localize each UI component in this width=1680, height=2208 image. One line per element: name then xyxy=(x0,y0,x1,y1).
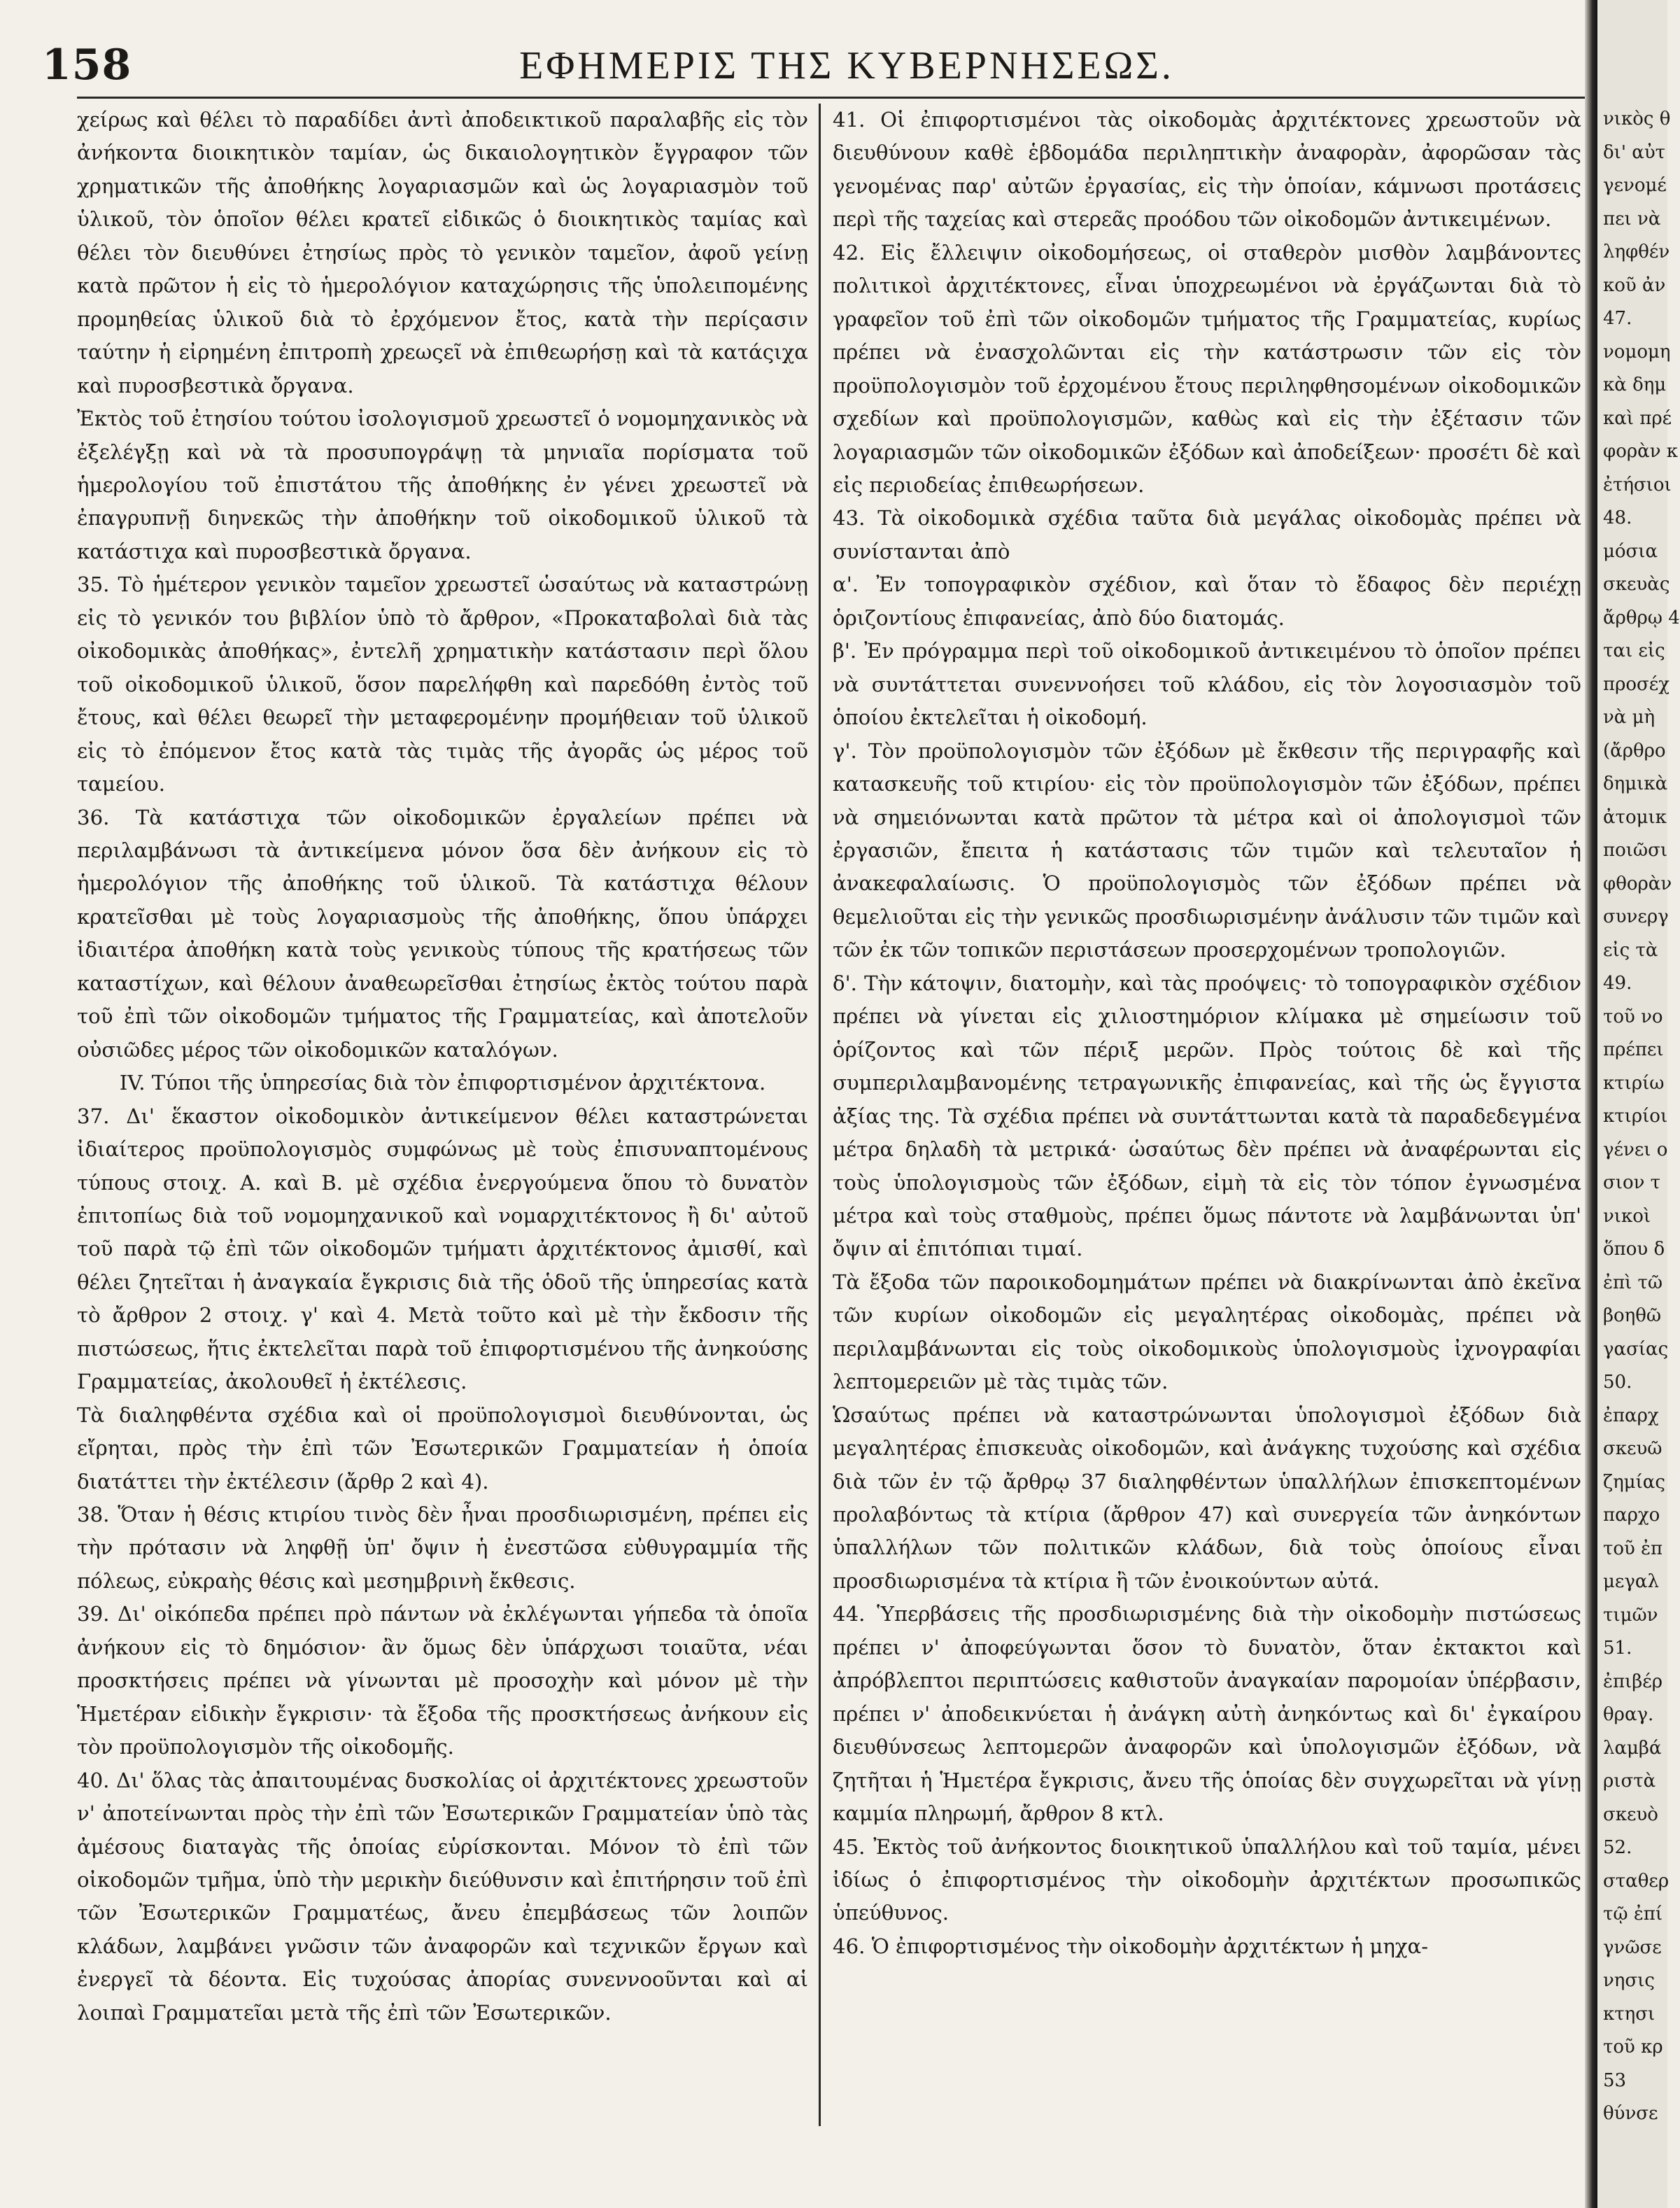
adjacent-page-text: φορὰν κ xyxy=(1603,441,1679,462)
adjacent-page-text: ποιῶσι xyxy=(1603,840,1668,861)
adjacent-page-text: 50. xyxy=(1603,1372,1632,1393)
adjacent-page-text: κτιρίοι xyxy=(1603,1106,1668,1127)
adjacent-page-text: 52. xyxy=(1603,1837,1632,1858)
adjacent-page-text: ἐπὶ τῶ xyxy=(1603,1272,1663,1293)
adjacent-page-text: ἄρθρῳ 4 xyxy=(1603,607,1680,628)
adjacent-page-text: ριστὰ xyxy=(1603,1771,1656,1792)
paragraph: χείρως καὶ θέλει τὸ παραδίδει ἀντὶ ἀποδεικτικοῦ παραλαβῆς εἰς τὸν ἀνήκοντα διοικητικὸν ταμίαν, ὡς δικαιολογητικὸν ἔγγραφον τῶν χρηματικῶν τῆς ἀποθήκης λογαριασμῶν καὶ ὡς λογαριασμὸν τοῦ ὑλικοῦ, τὸν ὁποῖον θέλει κρατεῖ εἰδικῶς ὁ διοικητικὸς ταμίας καὶ θέλει τὸν διευθύνει ἐτησίως πρὸς τὸ γενικὸν ταμεῖον, ἀφοῦ γείνῃ κατὰ πρῶτον ἡ εἰς τὸ ἡμερολόγιον καταχώρησις τῆς ὑπολειπομένης προμηθείας ὑλικοῦ διὰ τὸ ἐρχόμενον ἔτος, κατὰ τὴν περίςασιν ταύτην ἡ εἰρημένη ἐπιτροπὴ χρεωςεῖ νὰ ἐπιθεωρήσῃ καὶ τὰ κατάςιχα καὶ πυροσβεστικὰ ὄργανα. xyxy=(77,108,808,398)
paragraph-article-45: 45. Ἐκτὸς τοῦ ἀνήκοντος διοικητικοῦ ὑπαλλήλου καὶ τοῦ ταμία, μένει ἰδίως ὁ ἐπιφορτισμένος τὴν οἰκοδομὴν ἀρχιτέκτων προσωπικῶς ὑπεύθυνος. xyxy=(833,1834,1581,1925)
adjacent-page-text: σιον τ xyxy=(1603,1172,1661,1193)
adjacent-page-text: κὰ δημ xyxy=(1603,374,1667,395)
adjacent-page-text: ται εἰς xyxy=(1603,640,1665,661)
adjacent-page-text: τιμῶν xyxy=(1603,1604,1658,1626)
adjacent-page-text: πει νὰ xyxy=(1603,208,1661,230)
adjacent-page-text: εἰς τὰ xyxy=(1603,939,1658,961)
adjacent-page-text: φθορὰν xyxy=(1603,873,1672,894)
adjacent-page-text: κοῦ ἀν xyxy=(1603,274,1666,296)
adjacent-page-text: ληφθέν xyxy=(1603,241,1670,262)
adjacent-page-text: λαμβά xyxy=(1603,1737,1662,1759)
section-heading: IV. Τύποι τῆς ὑπηρεσίας διὰ τὸν ἐπιφορτισμένον ἀρχιτέκτονα. xyxy=(119,1071,766,1095)
header-rule xyxy=(77,97,1616,99)
running-head: ΕΦΗΜΕΡΙΣ ΤΗΣ ΚΥΒΕΡΝΗΣΕΩΣ. xyxy=(519,44,1174,87)
list-item-b: β'. Ἐν πρόγραμμα περὶ τοῦ οἰκοδομικοῦ ἀντικειμένου τὸ ὁποῖον πρέπει νὰ συντάττεται συνεννοήσει τοῦ κλάδου, εἰς τὸν λογοσιασμὸν τοῦ ὁποίου ἐκτελεῖται ἡ οἰκοδομή. xyxy=(833,639,1581,730)
adjacent-page-text: θραγ. xyxy=(1603,1704,1654,1725)
adjacent-page-text: τῷ ἐπί xyxy=(1603,1904,1663,1925)
adjacent-page-text: βοηθῶ xyxy=(1603,1305,1662,1326)
adjacent-page-text: ἐπαρχ xyxy=(1603,1405,1659,1426)
book-gutter xyxy=(1585,0,1597,2208)
paragraph: Τὰ ἔξοδα τῶν παροικοδομημάτων πρέπει νὰ διακρίνωνται ἀπὸ ἐκεῖνα τῶν κυρίων οἰκοδομῶν εἰς μεγαλητέρας οἰκοδομὰς, πρέπει νὰ περιλαμβάνωνται εἰς τοὺς οἰκοδομικοὺς ὑπολογισμοὺς ἰχνογραφίαι λεπτομερειῶν μὲ τὰς τιμὰς τῶν. xyxy=(833,1270,1581,1394)
left-column xyxy=(77,104,808,2030)
adjacent-page-text: γενομέ xyxy=(1603,175,1667,196)
paragraph: Ἐκτὸς τοῦ ἐτησίου τούτου ἰσολογισμοῦ χρεωστεῖ ὁ νομομηχανικὸς νὰ ἐξελέγξῃ καὶ νὰ τὰ προσυπογράψῃ τὰ μηνιαῖα πορίσματα τοῦ ἡμερολογίου τοῦ ἐπιστάτου τῆς ἀποθήκης ἐν γένει χρεωστεῖ νὰ ἐπαγρυπνῇ διηνεκῶς τὴν ἀποθήκην τοῦ οἰκοδομικοῦ ὑλικοῦ τὰ κατάστιχα καὶ πυροσβεστικὰ ὄργανα. xyxy=(77,407,808,563)
adjacent-page-fragment xyxy=(1597,0,1680,2208)
paragraph-article-36: 36. Τὰ κατάστιχα τῶν οἰκοδομικῶν ἐργαλείων πρέπει νὰ περιλαμβάνωσι τὰ ἀντικείμενα μόνον ὅσα δὲν ἀνήκουν εἰς τὸ ἡμερολόγιον τῆς ἀποθήκης τοῦ ὑλικοῦ. Τὰ κατάστιχα θέλουν κρατεῖσθαι μὲ τοὺς λογαριασμοὺς τῆς ἀποθήκης, ὅπου ὑπάρχει ἰδιαιτέρα ἀποθήκη κατὰ τοὺς γενικοὺς τύπους τῆς κρατήσεως τῶν καταστίχων, καὶ θέλουν ἀναθεωρεῖσθαι ἐτησίως ἐκτὸς τούτου παρὰ τοῦ ἐπὶ τῶν οἰκοδομῶν τμήματος τῆς Γραμματείας, καὶ ἀποτελοῦν οὐσιῶδες μέρος τῶν οἰκοδομικῶν καταλόγων. xyxy=(77,805,808,1062)
adjacent-page-text: σκευῶ xyxy=(1603,1438,1663,1459)
adjacent-page-text: ἀτομικ xyxy=(1603,806,1667,828)
adjacent-page-text: σταθερ xyxy=(1603,1870,1670,1892)
list-item-a: α'. Ἐν τοπογραφικὸν σχέδιον, καὶ ὅταν τὸ ἔδαφος δὲν περιέχῃ ὁριζοντίους ἐπιφανείας, ἀπὸ δύο διατομάς. xyxy=(833,572,1581,630)
adjacent-page-text: ὅπου δ xyxy=(1603,1239,1665,1260)
paragraph-article-37: 37. Δι' ἕκαστον οἰκοδομικὸν ἀντικείμενον θέλει καταστρώνεται ἰδιαίτερος προϋπολογισμὸς συμφώνως μὲ τοὺς ἐπισυναπτομένους τύπους στοιχ. Α. καὶ Β. μὲ σχέδια ἐνεργούμενα ὅπου τὸ δυνατὸν ἐπιτοπίως διὰ τοῦ νομομηχανικοῦ καὶ νομαρχιτέκτονος ἢ δι' αὐτοῦ τοῦ παρὰ τῷ ἐπὶ τῶν οἰκοδομῶν τμήματι ἀρχιτέκτονος ἀμισθί, καὶ θέλει ζητεῖται ἡ ἀναγκαία ἔγκρισις διὰ τῆς ὁδοῦ τῆς ὑπηρεσίας κατὰ τὸ ἄρθρον 2 στοιχ. γ' καὶ 4. Μετὰ τοῦτο καὶ μὲ τὴν ἔκδοσιν τῆς πιστώσεως, ἥτις ἐκτελεῖται παρὰ τοῦ ἐπιφορτισμένου τῆς ἀνηκούσης Γραμματείας, ἀκολουθεῖ ἡ ἐκτέλεσις. xyxy=(77,1104,808,1394)
paragraph-article-44: 44. Ὑπερβάσεις τῆς προσδιωρισμένης διὰ τὴν οἰκοδομὴν πιστώσεως πρέπει ν' ἀποφεύγωνται ὅσον τὸ δυνατὸν, ὅταν ἐκτακτοι καὶ ἀπρόβλεπτοι περιπτώσεις καθιστοῦν ἀναγκαίαν παρομοίαν ὑπέρβασιν, πρέπει ν' ἀποδεικνύεται ἡ ἀνάγκη αὐτὴ ἀνηκόντως καὶ δι' ἐγκαίρου διευθύνσεως λεπτομερῶν ἀναφορῶν καὶ ὑπολογισμῶν ἐξόδων, νὰ ζητῆται ἡ Ἡμετέρα ἔγκρισις, ἄνευ τῆς ὁποίας δὲν συγχωρεῖται νὰ γίνῃ καμμία πληρωμή, ἄρθρον 8 κτλ. xyxy=(833,1602,1581,1826)
adjacent-page-text: κτιρίω xyxy=(1603,1072,1665,1094)
paragraph-article-38: 38. Ὅταν ἡ θέσις κτιρίου τινὸς δὲν ἦναι προσδιωρισμένη, πρέπει εἰς τὴν πρότασιν νὰ ληφθῇ ὑπ' ὄψιν ἡ ἐνεστῶσα εὐθυγραμμία τῆς πόλεως, εὐκραὴς θέσις καὶ μεσημβρινὴ ἔκθεσις. xyxy=(77,1503,808,1593)
adjacent-page-text: 48. xyxy=(1603,507,1632,528)
adjacent-page-text: νικοὶ xyxy=(1603,1205,1651,1227)
paragraph-article-46: 46. Ὁ ἐπιφορτισμένος τὴν οἰκοδομὴν ἀρχιτέκτων ἡ μηχα- xyxy=(833,1934,1429,1958)
adjacent-page-text: νομομη xyxy=(1603,341,1671,363)
adjacent-page-text: κτησι xyxy=(1603,2003,1656,2025)
adjacent-page-text: νικὸς θ xyxy=(1603,108,1671,129)
adjacent-page-text: προσέχ xyxy=(1603,673,1670,695)
adjacent-page-text: πρέπει xyxy=(1603,1039,1664,1060)
adjacent-page-text: νὰ μὴ xyxy=(1603,707,1656,728)
paragraph-article-41: 41. Οἱ ἐπιφορτισμένοι τὰς οἰκοδομὰς ἀρχιτέκτονες χρεωστοῦν νὰ διευθύνουν καθὲ ἑβδομάδα περιληπτικὴν ἀναφορὰν, ἀφορῶσαν τὰς γενομένας παρ' αὐτῶν ἐργασίας, εἰς τὴν ὁποίαν, κάμνωσι προτάσεις περὶ τῆς ταχείας καὶ στερεᾶς προόδου τῶν οἰκοδομῶν ἀντικειμένων. xyxy=(833,108,1581,232)
adjacent-page-text: γνῶσε xyxy=(1603,1936,1662,1958)
paragraph-article-40: 40. Δι' ὅλας τὰς ἀπαιτουμένας δυσκολίας οἱ ἀρχιτέκτονες χρεωστοῦν ν' ἀποτείνωνται πρὸς τὴν ἐπὶ τῶν Ἐσωτερικῶν Γραμματείαν ὑπὸ τὰς ἀμέσους διαταγὰς τῆς ὁποίας εὑρίσκονται. Μόνον τὸ ἐπὶ τῶν οἰκοδομῶν τμῆμα, ὑπὸ τὴν μερικὴν διεύθυνσιν καὶ ἐπιτήρησιν τοῦ ἐπὶ τῶν Ἐσωτερικῶν Γραμματέως, ἄνευ ἐπεμβάσεως τῶν λοιπῶν κλάδων, λαμβάνει γνῶσιν τῶν ἀναφορῶν καὶ τεχνικῶν ἔργων καὶ ἐνεργεῖ τὰ δέοντα. Εἰς τυχούσας ἀπορίας συνεννοοῦνται καὶ αἱ λοιπαὶ Γραμματεῖαι μετὰ τῆς ἐπὶ τῶν Ἐσωτερικῶν. xyxy=(77,1768,808,2025)
adjacent-page-text: 51. xyxy=(1603,1638,1632,1659)
page-number: 158 xyxy=(42,41,132,90)
adjacent-page-text: συνεργ xyxy=(1603,906,1669,927)
list-item-d: δ'. Τὴν κάτοψιν, διατομὴν, καὶ τὰς προόψεις· τὸ τοπογραφικὸν σχέδιον πρέπει νὰ γίνεται εἰς χιλιοστημόριον κλίμακα μὲ σημείωσιν τοῦ ὁρίζοντος καὶ τῶν πέριξ μερῶν. Πρὸς τούτοις δὲ καὶ τῆς συμπεριλαμβανομένης τετραγωνικῆς ἐπιφανείας, καὶ τῆς ὡς ἔγγιστα ἀξίας της. Τὰ σχέδια πρέπει νὰ συντάττωνται κατὰ τὰ παραδεδεγμένα μέτρα δηλαδὴ τὰ μετρικά· ὡσαύτως δὲν πρέπει νὰ ἀναφέρωνται εἰς τοὺς ὑπολογισμοὺς τῶν ἐξόδων, εἰμὴ τὰ εἰς τὸν τόπον ἐγνωσμένα μέτρα καὶ τοὺς σταθμοὺς, πρέπει ὅμως πάντοτε νὰ λαμβάνωνται ὑπ' ὄψιν αἱ ἐπιτόπιαι τιμαί. xyxy=(833,971,1581,1261)
adjacent-page-text: 49. xyxy=(1603,973,1632,994)
adjacent-page-text: 47. xyxy=(1603,308,1632,329)
adjacent-page-text: γένει ο xyxy=(1603,1139,1668,1160)
adjacent-page-text: (ἄρθρο xyxy=(1603,740,1666,761)
paragraph-article-42: 42. Εἰς ἔλλειψιν οἰκοδομήσεως, οἱ σταθερὸν μισθὸν λαμβάνοντες πολιτικοὶ ἀρχιτέκτονες, εἶναι ὑποχρεωμένοι νὰ ἐργάζωνται διὰ τὸ γραφεῖον τοῦ ἐπὶ τῶν οἰκοδομῶν τμήματος τῆς Γραμματείας, κυρίως πρέπει νὰ ἐνασχολῶνται εἰς τὴν κατάστρωσιν τῶν εἰς τὸν προϋπολογισμὸν τοῦ ἐρχομένου ἔτους περιληφθησομένων οἰκοδομικῶν σχεδίων καὶ προϋπολογισμῶν, καθὼς καὶ εἰς τὴν ἐξέτασιν τῶν λογαριασμῶν τῶν οἰκοδομικῶν ἐξόδων καὶ ἀποδείξεων· προσέτι δὲ καὶ εἰς περιοδείας ἐπιθεωρήσεων. xyxy=(833,240,1581,497)
adjacent-page-text: τοῦ νο xyxy=(1603,1006,1663,1027)
adjacent-page-text: τοῦ κρ xyxy=(1603,2037,1663,2058)
adjacent-page-text: ἐτήσιοι xyxy=(1603,474,1672,495)
adjacent-page-text: γασίας xyxy=(1603,1338,1669,1360)
adjacent-page-text: ἐπιβέρ xyxy=(1603,1671,1663,1692)
adjacent-page-text: σκευὸ xyxy=(1603,1803,1658,1825)
adjacent-page-text: μόσια xyxy=(1603,540,1658,562)
adjacent-page-text: δημικὰ xyxy=(1603,773,1668,794)
adjacent-page-text: μεγαλ xyxy=(1603,1571,1659,1592)
list-item-c: γ'. Τὸν προϋπολογισμὸν τῶν ἐξόδων μὲ ἔκθεσιν τῆς περιγραφῆς καὶ κατασκευῆς τοῦ κτιρίου· εἰς τὸν προϋπολογισμὸν τῶν ἐξόδων, πρέπει νὰ σημειόνωνται κατὰ πρῶτον τὰ μέτρα καὶ οἱ ἀπολογισμοὶ τῶν ἐργασιῶν, ἔπειτα ἡ κατάστασις τῶν τιμῶν καὶ τελευταῖον ἡ ἀνακεφαλαίωσις. Ὁ προϋπολογισμὸς τῶν ἐξόδων πρέπει νὰ θεμελιοῦται εἰς τὴν γενικῶς προσδιωρισμένην ἀνάλυσιν τῶν τιμῶν καὶ τῶν ἐκ τῶν τοπικῶν περιστάσεων προσερχομένων τροπολογιῶν. xyxy=(833,738,1581,962)
adjacent-page-text: τοῦ ἐπ xyxy=(1603,1538,1663,1559)
page-header xyxy=(42,28,1602,98)
adjacent-page-text: νησις xyxy=(1603,1970,1655,1991)
paragraph: Τὰ διαληφθέντα σχέδια καὶ οἱ προϋπολογισμοὶ διευθύνονται, ὡς εἴρηται, πρὸς τὴν ἐπὶ τῶν Ἐσωτερικῶν Γραμματείαν ἡ ὁποία διατάττει τὴν ἐκτέλεσιν (ἄρθρ 2 καὶ 4). xyxy=(77,1402,808,1493)
adjacent-page-text: ζημίας xyxy=(1603,1471,1665,1493)
adjacent-page-text: δι' αὐτ xyxy=(1603,141,1666,163)
paragraph-article-35: 35. Τὸ ἡμέτερον γενικὸν ταμεῖον χρεωστεῖ ὡσαύτως νὰ καταστρώνῃ εἰς τὸ γενικόν του βιβλίον ὑπὸ τὸ ἄρθρον, «Προκαταβολαὶ διὰ τὰς οἰκοδομικὰς ἀποθήκας», ἐντελῆ χρηματικὴν κατάστασιν περὶ ὅλου τοῦ οἰκοδομικοῦ ὑλικοῦ, ὅσον παρελήφθη καὶ παρεδόθη ἐντὸς τοῦ ἔτους, καὶ θέλει θεωρεῖ τὴν μεταφερομένην προμήθειαν τοῦ ὑλικοῦ εἰς τὸ ἐπόμενον ἔτος κατὰ τὰς τιμὰς τῆς ἀγορᾶς ὡς μέρος τοῦ ταμείου. xyxy=(77,572,808,796)
adjacent-page-text: 53 xyxy=(1603,2069,1627,2091)
column-divider xyxy=(819,104,821,2126)
adjacent-page-text: καὶ πρέ xyxy=(1603,407,1672,429)
right-column xyxy=(833,104,1581,1963)
paragraph: Ὡσαύτως πρέπει νὰ καταστρώνωνται ὑπολογισμοὶ ἐξόδων διὰ μεγαλητέρας ἐπισκευὰς οἰκοδομῶν, καὶ ἀνάγκης τυχούσης καὶ σχέδια διὰ τῶν ἐν τῷ ἄρθρῳ 37 διαληφθέντων ὑπαλλήλων ἐπισκεπτομένων προλαβόντως τὰ κτίρια (ἄρθρον 47) καὶ συνεργεία τῶν ἀνηκόντων ὑπαλλήλων τῶν πολιτικῶν κλάδων, διὰ τοὺς ὁποίους εἶναι προσδιωρισμένα τὰ κτίρια ἢ τῶν ἐνοικούντων αὐτά. xyxy=(833,1402,1581,1593)
adjacent-page-text: παρχο xyxy=(1603,1505,1660,1526)
paragraph-article-39: 39. Δι' οἰκόπεδα πρέπει πρὸ πάντων νὰ ἐκλέγωνται γήπεδα τὰ ὁποῖα ἀνήκουν εἰς τὸ δημόσιον· ἂν ὅμως δὲν ὑπάρχωσι τοιαῦτα, νέαι προσκτήσεις πρέπει νὰ γίνωνται μὲ προσοχὴν καὶ μόνον μὲ τὴν Ἡμετέραν εἰδικὴν ἔγκρισιν· τὰ ἔξοδα τῆς προσκτήσεως ἀνήκουν εἰς τὸν προϋπολογισμὸν τῆς οἰκοδομῆς. xyxy=(77,1602,808,1759)
adjacent-page-text: σκευὰς xyxy=(1603,574,1670,595)
adjacent-page-text: θύνσε xyxy=(1603,2103,1658,2124)
paragraph-article-43: 43. Τὰ οἰκοδομικὰ σχέδια ταῦτα διὰ μεγάλας οἰκοδομὰς πρέπει νὰ συνίστανται ἀπὸ xyxy=(833,506,1581,563)
